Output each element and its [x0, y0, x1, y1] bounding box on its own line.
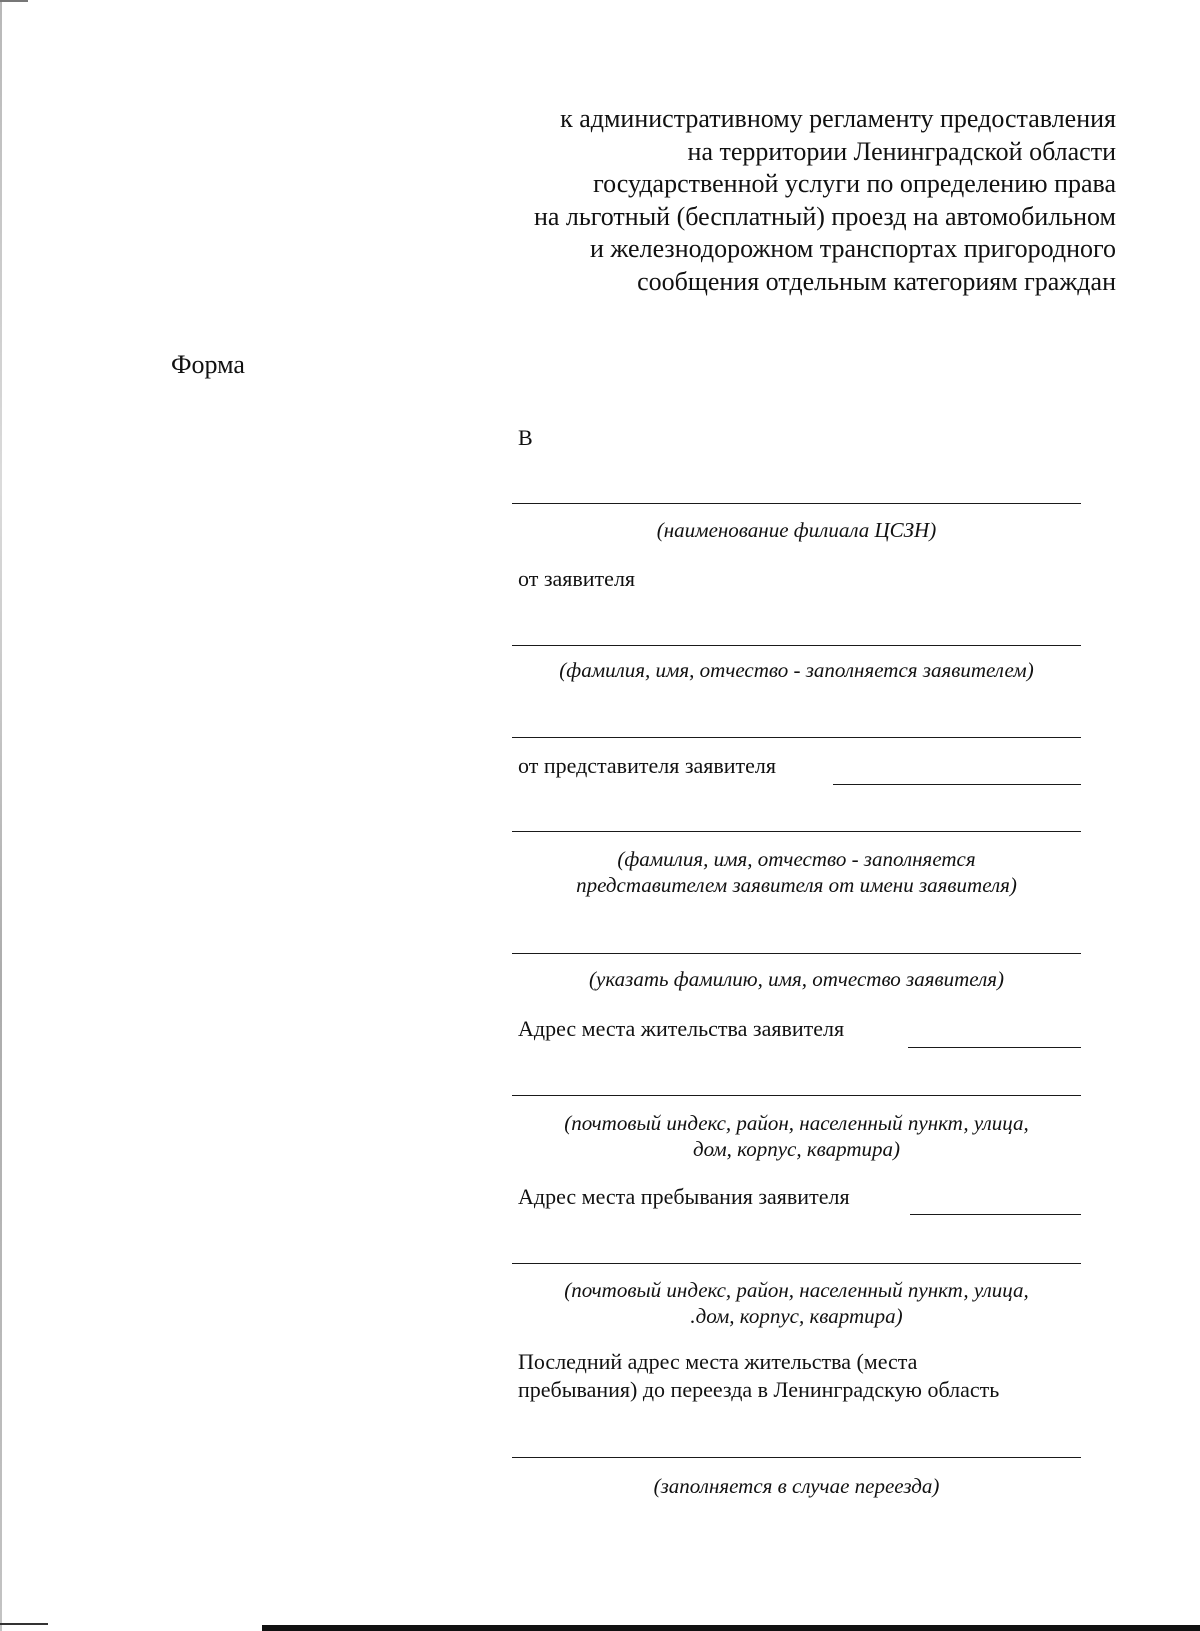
last-address-label	[518, 1348, 999, 1404]
caption-line: .дом, корпус, квартира)	[690, 1304, 903, 1328]
header-line: государственной услуги по определению права	[593, 169, 1116, 198]
specify-name-caption: (указать фамилию, имя, отчество заявителя)	[589, 967, 1004, 991]
header-line: и железнодорожном транспортах пригородного	[590, 234, 1116, 263]
scan-bottom-tick-artifact	[0, 1623, 48, 1625]
header-line: на льготный (бесплатный) проезд на автомобильном	[533, 201, 1116, 231]
residence-address-field-inline[interactable]	[908, 1047, 1081, 1048]
stay-address-label: Адрес места пребывания заявителя	[518, 1184, 850, 1209]
from-applicant-label: от заявителя	[518, 566, 636, 591]
applicant-name-field-2[interactable]	[512, 737, 1081, 738]
scan-edge-artifact	[0, 0, 2, 1631]
header-line: к административному регламенту предоставления	[560, 104, 1116, 133]
applicant-name-field[interactable]	[512, 645, 1081, 646]
stay-address-field[interactable]	[512, 1263, 1081, 1264]
applicant-name-by-representative-field[interactable]	[512, 953, 1081, 954]
scan-bottom-bar-artifact	[262, 1625, 1200, 1631]
representative-caption	[512, 846, 1081, 898]
scan-corner-artifact	[0, 0, 28, 2]
header-line: на территории Ленинградской области	[687, 136, 1116, 166]
caption-line: (фамилия, имя, отчество - заполняется	[617, 847, 976, 871]
representative-field-inline[interactable]	[833, 784, 1081, 785]
from-representative-label: от представителя заявителя	[518, 753, 777, 778]
stay-address-field-inline[interactable]	[910, 1214, 1081, 1215]
caption-line: представителем заявителя от имени заявителя)	[576, 873, 1017, 897]
caption-line: (почтовый индекс, район, населенный пункт, улица,	[564, 1111, 1029, 1135]
label-line: пребывания) до переезда в Ленинградскую область	[518, 1377, 1000, 1402]
residence-address-label: Адрес места жительства заявителя	[518, 1016, 845, 1041]
branch-caption: (наименование филиала ЦСЗН)	[656, 518, 937, 542]
to-prefix: В	[518, 425, 533, 450]
last-address-field[interactable]	[512, 1457, 1081, 1458]
relocation-caption: (заполняется в случае переезда)	[653, 1474, 940, 1498]
label-line: Последний адрес места жительства (места	[518, 1349, 918, 1374]
representative-field[interactable]	[512, 831, 1081, 832]
appendix-header	[400, 103, 1116, 298]
stay-address-caption	[512, 1277, 1081, 1329]
residence-address-field[interactable]	[512, 1095, 1081, 1096]
header-line: сообщения отдельным категориям граждан	[637, 266, 1116, 296]
form-label: Форма	[171, 350, 245, 379]
residence-address-caption	[512, 1110, 1081, 1162]
caption-line: дом, корпус, квартира)	[692, 1137, 901, 1161]
applicant-name-caption: (фамилия, имя, отчество - заполняется заявителем)	[559, 658, 1034, 682]
caption-line: (почтовый индекс, район, населенный пункт, улица,	[564, 1278, 1029, 1302]
branch-name-field[interactable]	[512, 503, 1081, 504]
